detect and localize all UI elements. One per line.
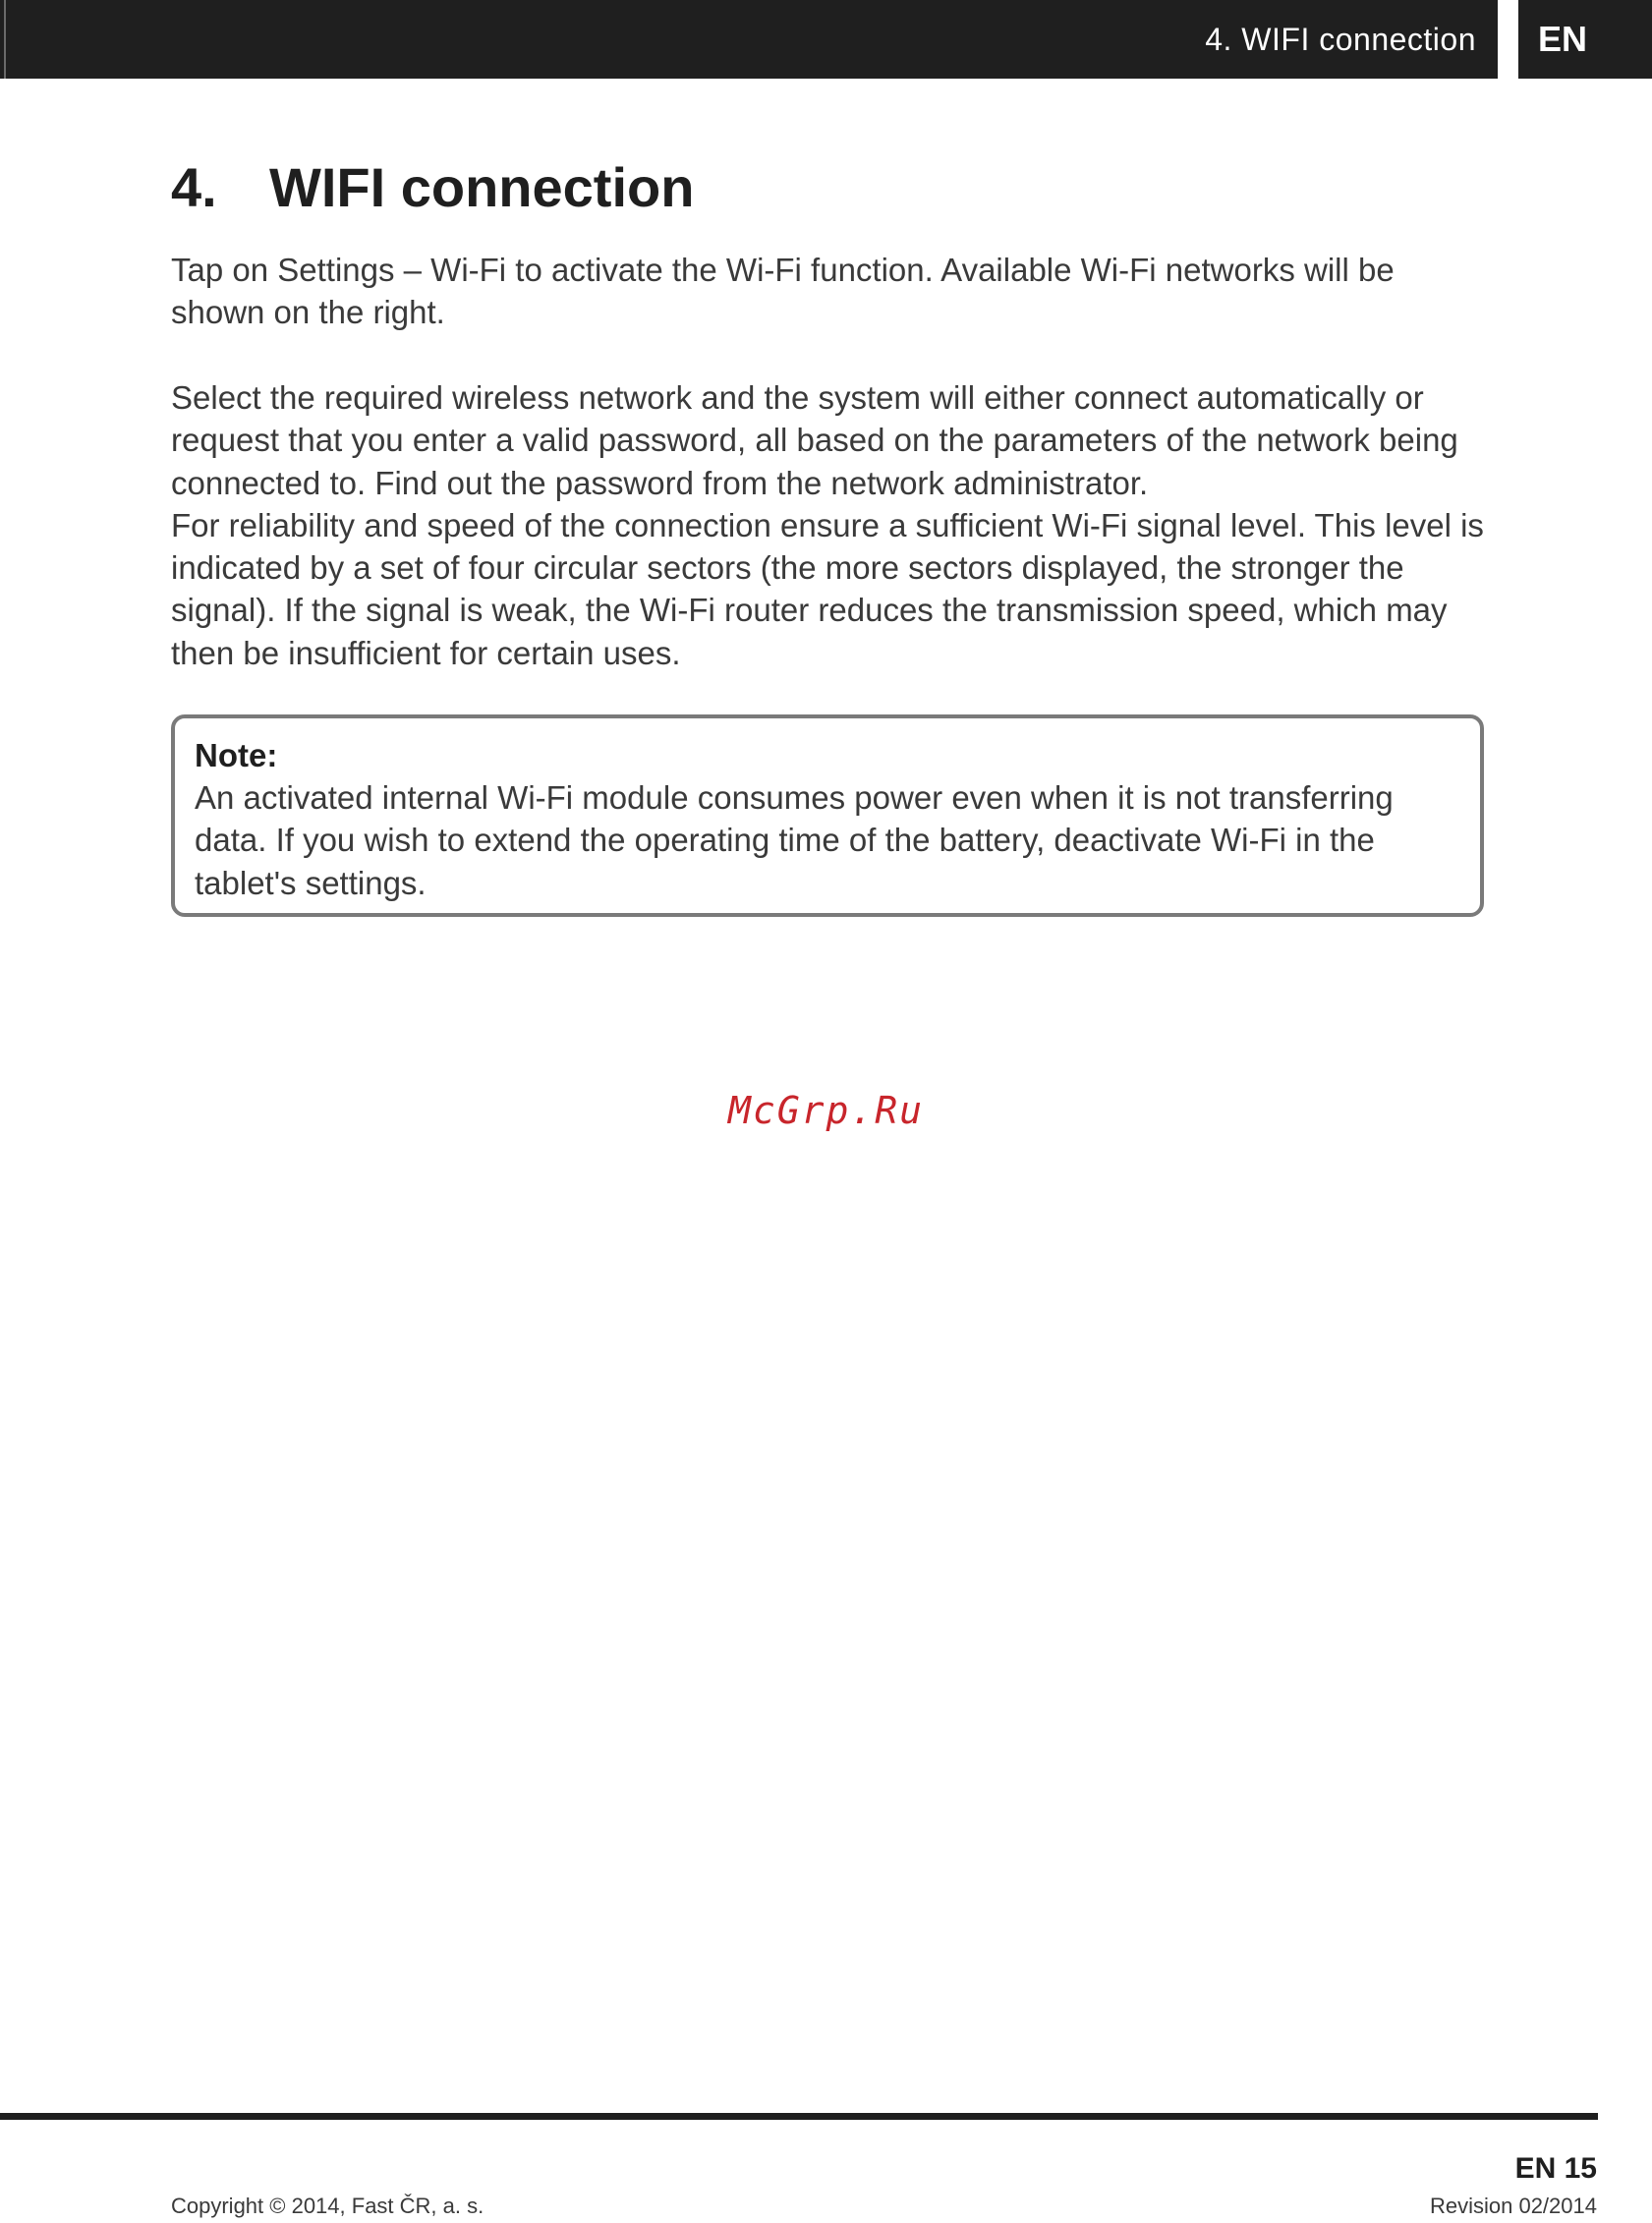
note-text: An activated internal Wi-Fi module consumes power even when it is not transferring data. If you wish to extend the operating time of the battery, deactivate Wi-Fi in the tablet's settings. bbox=[195, 779, 1394, 901]
paragraph-intro: Tap on Settings – Wi-Fi to activate the Wi-Fi function. Available Wi-Fi networks will be shown on the right. bbox=[171, 252, 1395, 331]
paragraph-select-network: Select the required wireless network and the system will either connect automatically or request that you enter a valid password, all based on the parameters of the network being connected to. Find out the password from the network administrator. bbox=[171, 379, 1458, 501]
watermark: McGrp.Ru bbox=[727, 1089, 925, 1132]
paragraph-signal-level: For reliability and speed of the connection ensure a sufficient Wi-Fi signal level. This level is indicated by a set of four circular sectors (the more sectors displayed, the stronger the signal). If the signal is weak, the Wi-Fi router reduces the transmission speed, which may then be insufficient for certain uses. bbox=[171, 506, 1484, 671]
revision-text: Revision 02/2014 bbox=[1429, 2194, 1597, 2218]
page-number: EN 15 bbox=[1514, 2152, 1597, 2185]
header-divider bbox=[4, 0, 6, 79]
section-number: 4. bbox=[171, 156, 217, 218]
section-title-text: WIFI connection bbox=[269, 156, 695, 218]
language-badge: EN bbox=[1518, 0, 1652, 79]
paragraph-group bbox=[171, 376, 1488, 674]
section-title bbox=[171, 155, 694, 219]
copyright-text: Copyright © 2014, Fast ČR, a. s. bbox=[171, 2194, 484, 2218]
note-box bbox=[171, 714, 1484, 917]
header-bar bbox=[0, 0, 1498, 79]
header-title: 4. WIFI connection bbox=[1205, 22, 1476, 57]
note-label: Note: bbox=[195, 737, 278, 773]
footer-divider bbox=[0, 2113, 1598, 2120]
